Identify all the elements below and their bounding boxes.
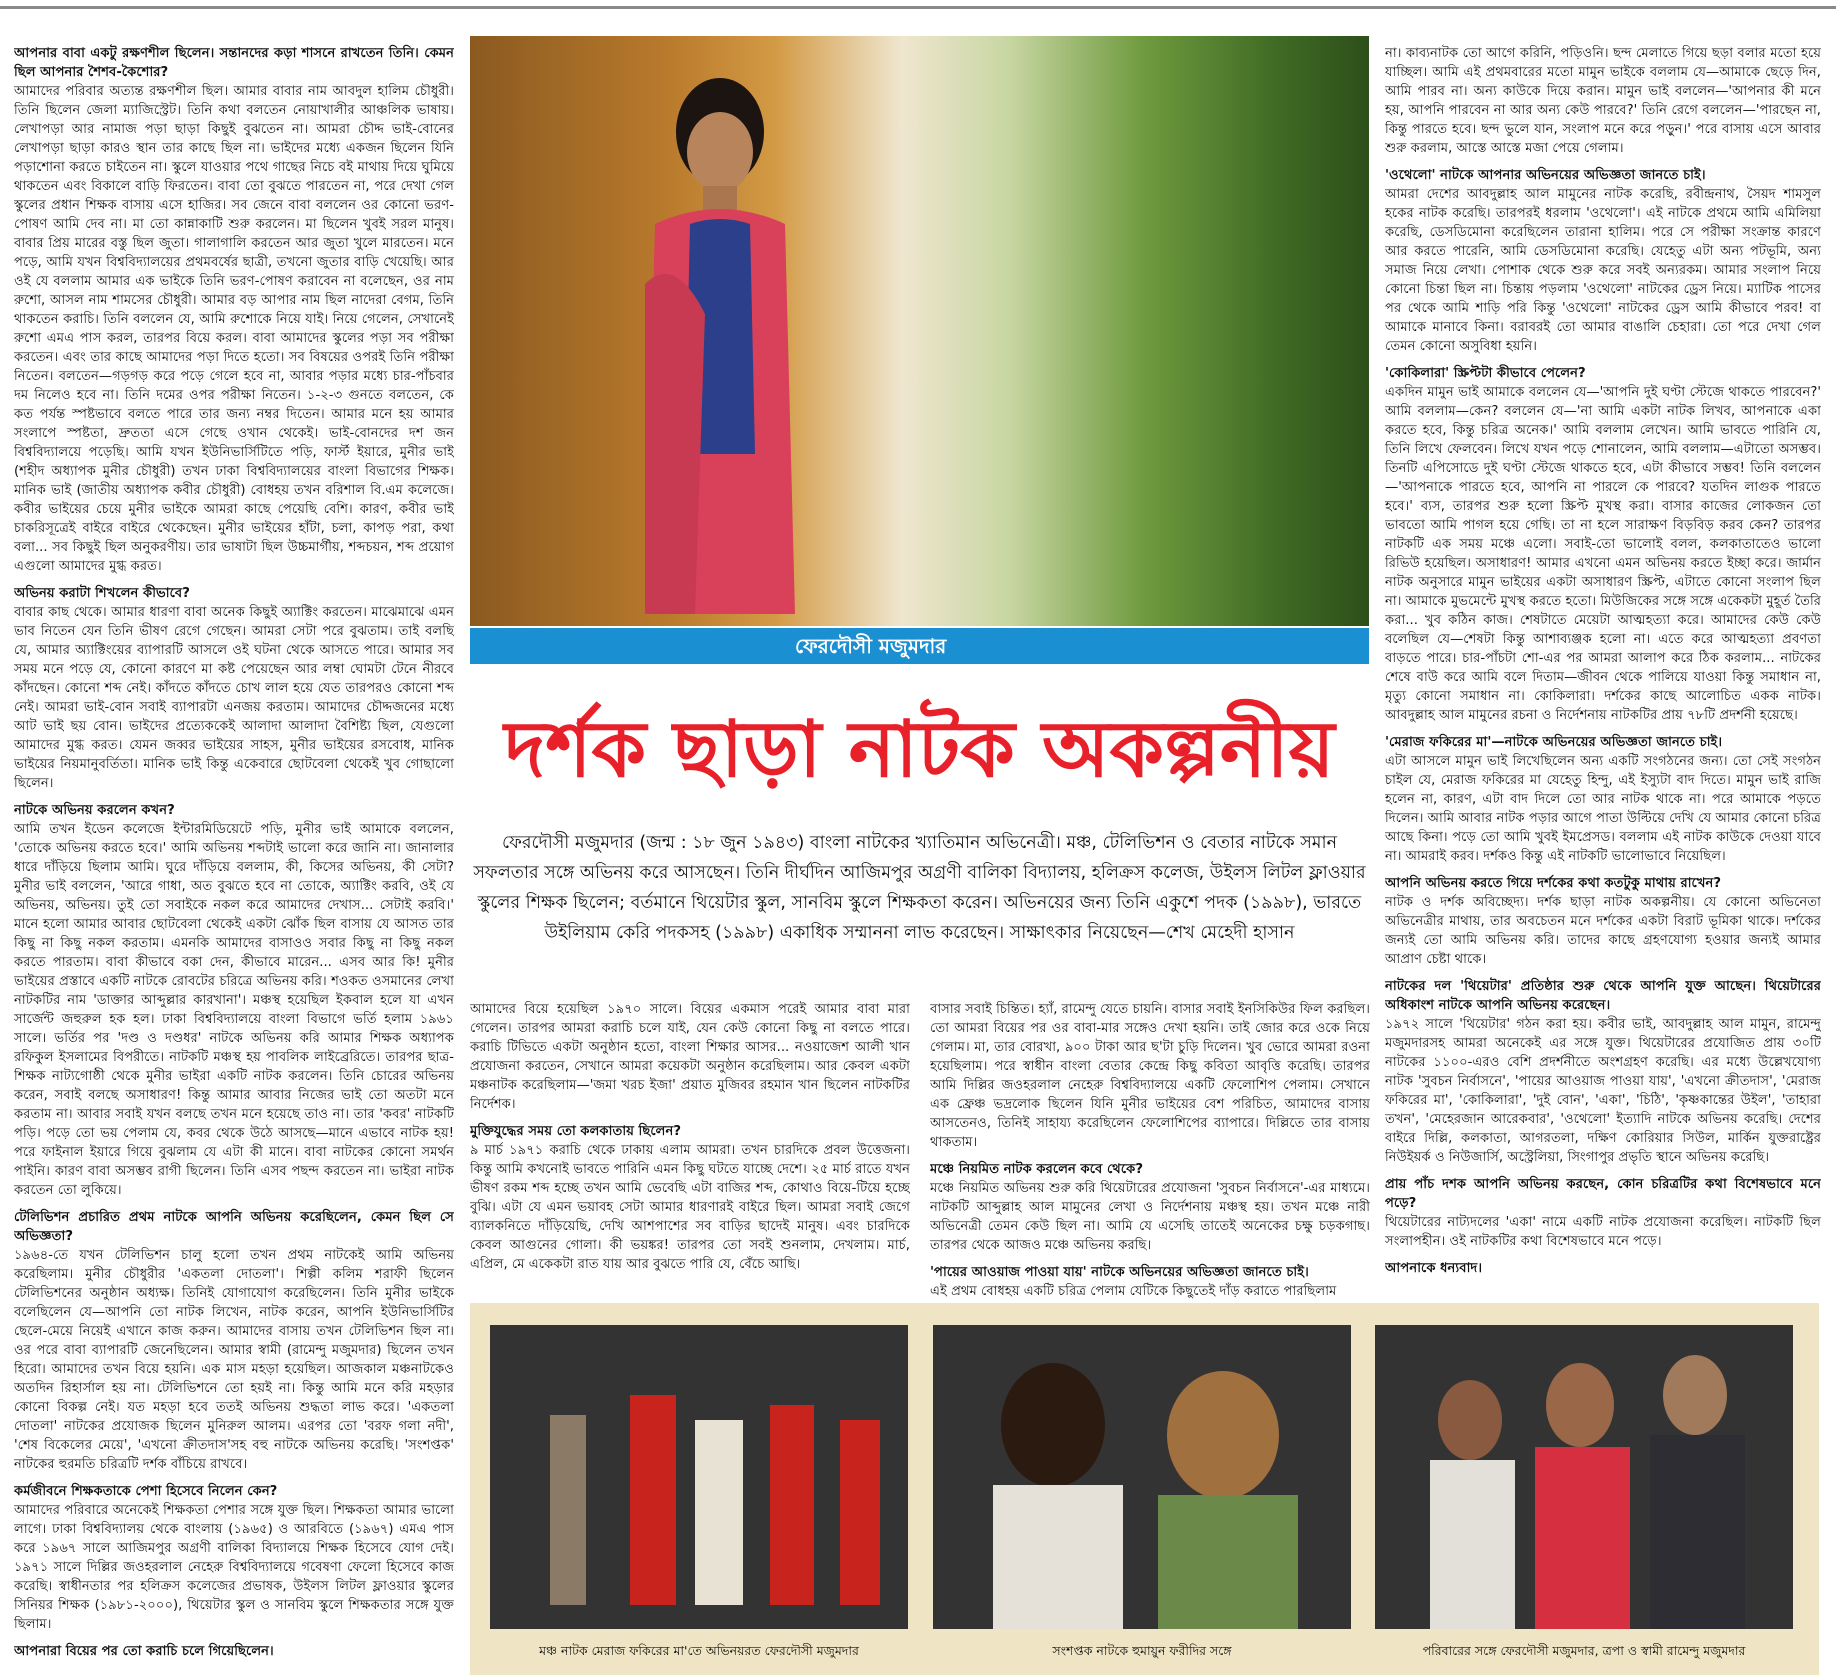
stage-photo xyxy=(490,1325,908,1629)
caption-photo-3: পরিবারের সঙ্গে ফেরদৌসী মজুমদার, ত্রপা ও স্বামী রামেন্দু মজুমদার xyxy=(1422,1643,1746,1658)
caption-photo-1: মঞ্চ নাটক মেরাজ ফকিরের মা'তে অভিনয়রত ফেরদৌসী মজুমদার xyxy=(539,1643,859,1658)
question: কর্মজীবনে শিক্ষকতাকে পেশা হিসেবে নিলেন কেন? xyxy=(14,1484,278,1499)
answer: এটা আসলে মামুন ভাই লিখেছিলেন অন্য একটি সংগঠনের জন্য। তো সেই সংগঠন চাইল যে, মেরাজ ফকিরের মা যেহেতু হিন্দু, এই ইস্যুটা বাদ দিতে। মামুন ভাই রাজি হলেন না, কারণ, এটা বাদ দিলে তো আর নাটক থাকে না। পরে আমাকে পড়তে দিলেন। আমি আবার নাটক পড়ার আগে পাতা উল্টিয়ে দেখি যে আমার কোনো চরিত্র আছে কিনা। পড়ে তো আমি খুবই ইমপ্রেসড। বললাম এই নাটক কাউকে দেওয়া যাবে না। আমরাই করব। দর্শকও কিন্তু এই নাটকটি ভালোভাবে নিয়েছিল। xyxy=(1385,754,1821,864)
tv-drama-photo xyxy=(933,1325,1351,1629)
caption-photo-2: সংশপ্তক নাটকে হুমায়ুন ফরীদির সঙ্গে xyxy=(1052,1643,1232,1658)
question: আপনার বাবা একটু রক্ষণশীল ছিলেন। সন্তানদের কড়া শাসনে রাখতেন তিনি। কেমন ছিল আপনার শৈশব-কৈশোর? xyxy=(14,46,454,80)
answer: ৯ মার্চ ১৯৭১ করাচি থেকে ঢাকায় এলাম আমরা। তখন চারদিকে প্রবল উত্তেজনা। কিন্তু আমি কখনোই ভাবতে পারিনি এমন কিছু ঘটতে যাচ্ছে দেশে। ২৫ মার্চ রাতে যখন ভীষণ রকম শব্দ হচ্ছে তখন আমি ভেবেছি এটা বাজির শব্দ, কোথাও বিয়ে-টিয়ে হচ্ছে বুঝি। এটা যে এমন ভয়াবহ সেটা আমার ধারণারই বাইরে ছিল। আমরা সবাই জেগে ব্যালকনিতে দাঁড়িয়েছি, দেখি আশপাশের সব বাড়ির ছাদেই মানুষ। এবং চারদিকে কেবল আগুনের গোলা। কী ভয়ঙ্কর! তারপর তো সবই শুনলাম, দেখলাম। মার্চ, এপ্রিল, মে একেকটা রাত যায় আর বুঝতে পারি যে, বেঁচে আছি। xyxy=(470,1143,910,1272)
top-rule xyxy=(0,6,1836,9)
stage-figures xyxy=(490,1325,908,1629)
closing-thanks: আপনাকে ধন্যবাদ। xyxy=(1385,1261,1483,1276)
column-4 xyxy=(1385,44,1821,1294)
answer: না। কাব্যনাটক তো আগে করিনি, পড়িওনি। ছন্দ মেলাতে গিয়ে ছড়া বলার মতো হয়ে যাচ্ছিল। আমি এই প্রথমবারের মতো মামুন ভাইকে বললাম যে—আমাকে ছেড়ে দিন, আমি পারব না। অন্য কাউকে দিয়ে করান। মামুন ভাই বললেন—'আপনার কী মনে হয়, আপনি পারবেন না আর অন্য কেউ পারবে?' তিনি রেগে বললেন—'পারছেন না, কিন্তু পারতে হবে। ছন্দ ভুলে যান, সংলাপ মনে করে পড়ুন।' পরে বাসায় এসে আবার শুরু করলাম, আস্তে আস্তে মজা পেয়ে গেলাম। xyxy=(1385,46,1821,156)
answer: আমাদের পরিবারে অনেকেই শিক্ষকতা পেশার সঙ্গে যুক্ত ছিল। শিক্ষকতা আমার ভালো লাগে। ঢাকা বিশ্ববিদ্যালয় থেকে বাংলায় (১৯৬৫) ও আরবিতে (১৯৬৭) এমএ পাস করে ১৯৬৭ সালে আজিমপুর অগ্রণী বালিকা বিদ্যালয়ে শিক্ষক হিসেবে যোগ দেই। ১৯৭১ সালে দিল্লির জওহরলাল নেহেরু বিশ্ববিদ্যালয়ে গবেষণা ফেলো হিসেবে কাজ করেছি। স্বাধীনতার পর হলিক্রস কলেজের প্রভাষক, উইলস লিটল ফ্লাওয়ার স্কুলের সিনিয়র শিক্ষক (১৯৮১-২০০০), থিয়েটার স্কুল ও সানবিম স্কুলে শিক্ষকতার সঙ্গে যুক্ত ছিলাম। xyxy=(14,1503,454,1632)
question: প্রায় পাঁচ দশক আপনি অভিনয় করছেন, কোন চরিত্রটির কথা বিশেষভাবে মনে পড়ে? xyxy=(1385,1177,1821,1211)
portrait-figure xyxy=(635,54,805,614)
portrait-photo xyxy=(470,36,1369,626)
family-photo xyxy=(1375,1325,1793,1629)
answer: ১৯৬৪-তে যখন টেলিভিশন চালু হলো তখন প্রথম নাটকেই আমি অভিনয় করেছিলাম। মুনীর চৌধুরীর 'একতলা দোতলা'। শিল্পী কলিম শরাফী ছিলেন টেলিভিশনের অনুষ্ঠান অধ্যক্ষ। তিনিই যোগাযোগ করেছিলেন। তিনি মুনীর ভাইকে বলেছিলেন যে—আপনি তো নাটক লিখেন, নাটক করেন, আপনি ইউনিভার্সিটির ছেলে-মেয়ে নিয়েই এখানে কাজ করুন। আমাদের বাসায় তখন টেলিভিশন ছিল না। ওর পরে বাবা ব্যাপারটি জেনেছিলেন। আমার স্বামী (রামেন্দু মজুমদার) ছিলেন তখন হিরো। আমাদের তখন বিয়ে হয়নি। এক মাস মহড়া হয়েছিল। আজকাল মঞ্চনাটকেও অতদিন রিহার্সাল হয় না। টেলিভিশনে তো হয়ই না। কিন্তু আমি মনে করি মহড়ার কোনো বিকল্প নেই। যত মহড়া হবে ততই অভিনয় শুদ্ধতা লাভ করে। 'একতলা দোতলা' নাটকের প্রযোজক ছিলেন মুনিরুল আলম। এরপর তো 'বরফ গলা নদী', 'শেষ বিকেলের মেয়ে', 'এখনো ক্রীতদাস'সহ বহু নাটকে অভিনয় করেছি। 'সংশপ্তক' নাটকের হুরমতি চরিত্রটি দর্শক বাঁচিয়ে রাখবে। xyxy=(14,1248,454,1472)
question: 'ওথেলো' নাটকে আপনার অভিনয়ের অভিজ্ঞতা জানতে চাই। xyxy=(1385,168,1706,183)
answer: ১৯৭২ সালে 'থিয়েটার' গঠন করা হয়। কবীর ভাই, আবদুল্লাহ আল মামুন, রামেন্দু মজুমদারসহ আমরা অনেকেই এর সঙ্গে যুক্ত। থিয়েটারের প্রযোজিত প্রায় ৩০টি নাটকের ১১০০-এরও বেশি প্রদর্শনীতে অংশগ্রহণ করেছি। এর মধ্যে উল্লেখযোগ্য নাটক 'সুবচন নির্বাসনে', 'পায়ের আওয়াজ পাওয়া যায়', 'এখনো ক্রীতদাস', 'মেরাজ ফকিরের মা', 'কোকিলারা', 'দুই বোন', 'একা', 'চিঠি', 'কৃষ্ণকান্তের উইল', 'তাহারা তখন', 'মেহেরজান আরেকবার', 'ওথেলো' ইত্যাদি নাটকে অভিনয় করেছি। দেশের বাইরে দিল্লি, কলকাতা, আগরতলা, দক্ষিণ কোরিয়ার সিউল, মার্কিন যুক্তরাষ্ট্রের নিউইয়র্ক ও নিউজার্সি, অস্ট্রেলিয়া, সিংগাপুর প্রভৃতি স্থানে অভিনয় করেছি। xyxy=(1385,1017,1821,1165)
question: আপনি অভিনয় করতে গিয়ে দর্শকের কথা কতটুকু মাথায় রাখেন? xyxy=(1385,876,1721,891)
column-1 xyxy=(14,44,454,1674)
family-figures xyxy=(1375,1325,1793,1629)
answer: আমাদের বিয়ে হয়েছিল ১৯৭০ সালে। বিয়ের একমাস পরেই আমার বাবা মারা গেলেন। তারপর আমরা করাচি চলে যাই, যেন কেউ কোনো কিছু না বলতে পারে। করাচি টিভিতে একটা অনুষ্ঠান হতো, বাংলা শিক্ষার আসর... নওয়াজেশ আলী খান প্রযোজনা করতেন, সেখানে আমরা কয়েকটা অনুষ্ঠান করেছিলাম। আর কেবল একটা মঞ্চনাটক করেছিলাম—'জমা খরচ ইজা' প্রয়াত মুজিবর রহমান খান ছিলেন নাটকটির নির্দেশক। xyxy=(470,1002,910,1112)
question: 'পায়ের আওয়াজ পাওয়া যায়' নাটকে অভিনয়ের অভিজ্ঞতা জানতে চাই। xyxy=(930,1265,1309,1280)
answer: এই প্রথম বোধহয় একটি চরিত্র পেলাম যেটিকে কিছুতেই দাঁড় করাতে পারছিলাম xyxy=(930,1284,1337,1299)
question: 'মেরাজ ফকিরের মা'—নাটকে অভিনয়ের অভিজ্ঞতা জানতে চাই। xyxy=(1385,735,1723,750)
answer: বাবার কাছ থেকে। আমার ধারণা বাবা অনেক কিছুই অ্যাক্টিং করতেন। মাঝেমাঝে এমন ভাব নিতেন যেন তিনি ভীষণ রেগে গেছেন। আমরা সেটা পরে বুঝতাম। তাই বলছি যে, আমার অ্যাক্টিংয়ের ব্যাপারটি আসলে ওই ঘটনা থেকে আসতে পারে। আমার সব সময় মনে পড়ে যে, কোনো কারণে মা কষ্ট পেয়েছেন আর লম্বা ঘোমটা টেনে নীরবে কাঁদছেন। কোনো শব্দ নেই। কাঁদতে কাঁদতে চোখ লাল হয়ে যেত তারপরও কোনো শব্দ নেই। আমরা ভাই-বোন সবাই ব্যাপারটা এনজয় করতাম। আমাদের চৌদ্দজনের মধ্যে আট ভাই ছয় বোন। ভাইদের প্রত্যেককেই আলাদা আলাদা বৈশিষ্ট্য ছিল, যেগুলো আমাদের মুগ্ধ করত। যেমন জব্বর ভাইয়ের সাহস, মুনীর ভাইয়ের রসবোধ, মানিক ভাইয়ের নিয়মানুবর্তিতা। মানিক ভাই কিন্তু একেবারে ছোটবেলা থেকেই খুব গোছালো ছিলেন। xyxy=(14,605,454,791)
answer: আমি তখন ইডেন কলেজে ইন্টারমিডিয়েটে পড়ি, মুনীর ভাই আমাকে বললেন, 'তোকে অভিনয় করতে হবে।' আমি অভিনয় শব্দটাই ভালো করে জানি না। জানালার ধারে দাঁড়িয়ে ছিলাম আমি। ঘুরে দাঁড়িয়ে বললাম, কী, কিসের অভিনয়, কী সেটা? মুনীর ভাই বললেন, 'আরে গাধা, অত বুঝতে হবে না তোকে, অ্যাক্টিং করবি, ওই যে অভিনয়, অভিনয়। তুই তো সবাইকে নকল করে আমাদের দেখাস... সেটাই করবি।' মানে হলো আমার আবার ছোটবেলা থেকেই একটা ঝোঁক ছিল বাসায় যে আসত তার কিছু না কিছু নকল করতাম। এমনকি আমাদের বাসাওও সবার কিছু না কিছু নকল করতে পারতাম। বাবা কীভাবে বকা দেন, কীভাবে মারেন... এসব আর কি! মুনীর ভাইয়ের প্রস্তাবে একটি নাটকে রোবটের চরিত্রে অভিনয় করি। শওকত ওসমানের লেখা নাটকটির নাম 'ডাক্তার আব্দুল্লার কারখানা'। মঞ্চস্থ হয়েছিল ইকবাল হলে যা এখন সার্জেন্ট জহুরুল হক হল। ঢাকা বিশ্ববিদ্যালয়ে বাংলা বিভাগে ভর্তি হলাম ১৯৬১ সালে। ভর্তির পর 'দণ্ড ও দণ্ডধর' নাটকে অভিনয় করি আমার শিক্ষক অধ্যাপক রফিকুল ইসলামের বিপরীতে। নাটকটি মঞ্চস্থ হয় পাবলিক লাইব্রেরিতে। তারপর ছাত্র-শিক্ষক নাট্যগোষ্ঠী থেকে মুনীর ভাইরা একটি নাটক করলেন। তিনি চোরের অভিনয় করেন, সবাই বলছে অসাধারণ! কিন্তু আমার আবার নিজের ভাই তো অতটা মনে করতাম না। আবার সবাই যখন বলছে তখন মনে হয়েছে তাও না। তার 'কবর' নাটকটি পড়ি। পড়ে তো ভয় পেলাম যে, কবর থেকে উঠে আসছে—মানে এভাবে নাটক হয়! পরে ফাইনাল ইয়ারে গিয়ে বুঝলাম যে এটা কী মানে। বাবা নাটকের কোনো সমর্থন পাইনি। কারণ বাবা অসম্ভব রাগী ছিলেন। তিনি এসব পছন্দ করতেন না। ভাইরা নাটক করতেন তো লুকিয়ে। xyxy=(14,822,454,1198)
column-2 xyxy=(470,1000,910,1300)
question: নাটকে অভিনয় করলেন কখন? xyxy=(14,803,175,818)
answer: আমরা দেশের আবদুল্লাহ আল মামুনের নাটক করেছি, রবীন্দ্রনাথ, সৈয়দ শামসুল হকের নাটক করেছি। তারপরই ধরলাম 'ওথেলো'। এই নাটকে প্রথমে আমি এমিলিয়া করেছি, ডেসডিমোনা করেছিলেন তারানা হালিম। পরে সে পরীক্ষা সংক্রান্ত কারণে আর করতে পারেনি, আমি ডেসডিমোনা করেছি। যেহেতু এটা অন্য পটভূমি, অন্য সমাজ নিয়ে লেখা। পোশাক থেকে শুরু করে সবই অন্যরকম। আমার সংলাপ নিয়ে কোনো চিন্তা ছিল না। চিন্তায় পড়লাম 'ওথেলো' নাটকের ড্রেস নিয়ে। ম্যাটিক পাসের পর থেকে আমি শাড়ি পরি কিন্তু 'ওথেলো' নাটকের ড্রেস আমি কীভাবে পরব! বা আমাকে মানাবে কিনা। বরাবরই তো আমার বাঙালি চেহারা। তো পরে দেখা গেল তেমন কোনো অসুবিধা হয়নি। xyxy=(1385,187,1821,354)
headline: দর্শক ছাড়া নাটক অকল্পনীয় xyxy=(504,705,1335,795)
photo-gallery xyxy=(470,1303,1819,1675)
tv-figures xyxy=(933,1325,1351,1629)
question: অভিনয় করাটা শিখলেন কীভাবে? xyxy=(14,586,190,601)
answer: বাসার সবাই চিন্তিত। হ্যাঁ, রামেন্দু যেতে চায়নি। বাসার সবাই ইনসিকিউর ফিল করছিল। তো আমরা বিয়ের পর ওর বাবা-মার সঙ্গেও দেখা হয়নি। তাই জোর করে ওকে নিয়ে গেলাম। মা, তার বোরখা, ৯০০ টাকা আর ছ'টা চুড়ি দিলেন। খুব ভোরে আমরা রওনা হয়েছিলাম। পরে স্বাধীন বাংলা বেতার কেন্দ্রে কিছু কবিতা আবৃত্তি করেছি। তারপর আমি দিল্লির জওহরলাল নেহেরু বিশ্ববিদ্যালয়ে একটি ফেলোশিপ পেলাম। সেখানে এক ফ্রেঞ্চ ভদ্রলোক ছিলেন যিনি মুনীর ভাইয়ের বেশ পরিচিত, আমাদের বাসায় আসতেনও, তিনিই সাহায্য করেছিলেন ফেলোশিপের ব্যাপারে। দিল্লিতে তার বাসায় থাকতাম। xyxy=(930,1002,1370,1150)
answer: মঞ্চে নিয়মিত অভিনয় শুরু করি থিয়েটারের প্রযোজনা 'সুবচন নির্বাসনে'-এর মাধ্যমে। নাটকটি আব্দুল্লাহ আল মামুনের লেখা ও নির্দেশনায় মঞ্চস্থ হয়। তখন মঞ্চে নারী অভিনেত্রী তেমন কেউ ছিল না। আমি যে এসেছি তাতেই অনেকের চক্ষু চড়কগাছ। তারপর থেকে আজও মঞ্চে অভিনয় করছি। xyxy=(930,1181,1370,1253)
question: 'কোকিলারা' স্ক্রিপ্টটা কীভাবে পেলেন? xyxy=(1385,366,1586,381)
answer: থিয়েটারের নাট্যদলের 'একা' নামে একটি নাটক প্রযোজনা করেছিল। নাটকটি ছিল সংলাপহীন। ওই নাটকটির কথা বিশেষভাবে মনে পড়ে। xyxy=(1385,1215,1821,1249)
question: টেলিভিশন প্রচারিত প্রথম নাটকে আপনি অভিনয় করেছিলেন, কেমন ছিল সে অভিজ্ঞতা? xyxy=(14,1210,454,1244)
question: নাটকের দল 'থিয়েটার' প্রতিষ্ঠার শুরু থেকে আপনি যুক্ত আছেন। থিয়েটারের অধিকাংশ নাটকে আপনি অভিনয় করেছেন। xyxy=(1385,979,1821,1013)
byline: ফেরদৌসী মজুমদার xyxy=(470,628,1369,664)
question: মঞ্চে নিয়মিত নাটক করলেন কবে থেকে? xyxy=(930,1162,1144,1177)
answer: একদিন মামুন ভাই আমাকে বললেন যে—'আপনি দুই ঘণ্টা স্টেজে থাকতে পারবেন?' আমি বললাম—কেন? বললেন যে—'না আমি একটা নাটক লিখব, আপনাকে একা করতে হবে, কিন্তু চরিত্র অনেক।' আমি বললাম লেখেন। আমি ভাবতে পারিনি যে, তিনি লিখে ফেলবেন। লিখে যখন পড়ে শোনালেন, আমি বললাম—এটাতো অসম্ভব। তিনটি এপিসোডে দুই ঘণ্টা স্টেজে থাকতে হবে, এটা কীভাবে সম্ভব! তিনি বললেন—'আপনাকে পারতে হবে, আপনি না পারলে কে পারবে? যতদিন লাগুক পারতে হবে।' ব্যস, তারপর শুরু হলো স্ক্রিপ্ট মুখস্থ করা। বাসার কাজের লোকজন তো ভাবতো আমি পাগল হয়ে গেছি। তা না হলে সারাক্ষণ বিড়বিড় করব কেন? তারপর নাটকটি এক সময় মঞ্চে এলো। সবাই-তো ভালোই বলল, কলকাতাতেও ভালো রিভিউ হয়েছিল। অসাধারণ! আমার এখনো এমন অভিনয় করতে ইচ্ছা করে। জার্মান নাটক অনুসারে মামুন ভাইয়ের একটা অসাধারণ স্ক্রিপ্ট, এটাতে কোনো সংলাপ ছিল না। আমাকে মুভমেন্টে মুখস্থ করতে হতো। মিউজিকের সঙ্গে সঙ্গে একেকটা মুহূর্ত তৈরি করা... খুব কঠিন কাজ। শেষটাতে মেয়েটা আত্মহত্যা করে। আমাদের কেউ কেউ বলেছিল যে—শেষটা কিন্তু আশাব্যঞ্জক হলো না। এতে করে আত্মহত্যা প্রবণতা বাড়তে পারে। চার-পাঁচটা শো-এর পর আমরা আলাপ করে ঠিক করলাম... নাটকের শেষে বাউ করে আমি বলে দিতাম—জীবন থেকে পালিয়ে যাওয়া কিন্তু সমাধান না, মৃত্যু কোনো সমাধান না। কোকিলারা। দর্শকের কাছে আলোচিত একক নাটক। আবদুল্লাহ আল মামুনের রচনা ও নির্দেশনায় নাটকটির প্রায় ৭৮টি প্রদর্শনী হয়েছে। xyxy=(1385,385,1821,723)
question: আপনারা বিয়ের পর তো করাচি চলে গিয়েছিলেন। xyxy=(14,1644,274,1659)
answer: নাটক ও দর্শক অবিচ্ছেদ্য। দর্শক ছাড়া নাটক অকল্পনীয়। যে কোনো অভিনেতা অভিনেত্রীর মাথায়, তার অবচেতন মনে দর্শকের একটা বিরাট ভূমিকা থাকে। দর্শকের জন্যই তো আমি অভিনয় করি। তাদের কাছে গ্রহণযোগ্য হওয়ার জন্যই আমার আপ্রাণ চেষ্টা থাকে। xyxy=(1385,895,1821,967)
column-3 xyxy=(930,1000,1370,1300)
question: মুক্তিযুদ্ধের সময় তো কলকাতায় ছিলেন? xyxy=(470,1124,681,1139)
intro-paragraph: ফেরদৌসী মজুমদার (জন্ম : ১৮ জুন ১৯৪৩) বাংলা নাটকের খ্যাতিমান অভিনেত্রী। মঞ্চ, টেলিভিশন ও বেতার নাটকে সমান সফলতার সঙ্গে অভিনয় করে আসছেন। তিনি দীর্ঘদিন আজিমপুর অগ্রণী বালিকা বিদ্যালয়, হলিক্রস কলেজ, উইলস লিটল ফ্লাওয়ার স্কুলের শিক্ষক ছিলেন; বর্তমানে থিয়েটার স্কুল, সানবিম স্কুলে শিক্ষকতা করেন। অভিনয়ের জন্য তিনি একুশে পদক (১৯৯৮), ভারতে উইলিয়াম কেরি পদকসহ (১৯৯৮) একাধিক সম্মাননা লাভ করেছেন। সাক্ষাৎকার নিয়েছেন—শেখ মেহেদী হাসান xyxy=(473,833,1366,943)
answer: আমাদের পরিবার অত্যন্ত রক্ষণশীল ছিল। আমার বাবার নাম আবদুল হালিম চৌধুরী। তিনি ছিলেন জেলা ম্যাজিস্ট্রেট। তিনি কথা বলতেন নোয়াখালীর আঞ্চলিক ভাষায়। লেখাপড়া আর নামাজ পড়া ছাড়া কিছুই বুঝতেন না। আমরা চৌদ্দ ভাই-বোনের লেখাপড়া ছাড়া কারও স্থান তার কাছে ছিল না। ভাইদের মধ্যে একজন ছিলেন যিনি পড়াশোনা করতে চাইতেন না। স্কুলে যাওয়ার পথে গাছের নিচে বই মাথায় দিয়ে ঘুমিয়ে থাকতেন এবং বিকালে বাড়ি ফিরতেন। বাবা তো বুঝতে পারতেন না, পরে দেখা গেল স্কুলের প্রধান শিক্ষক বাসায় এসে হাজির। সব জেনে বাবা বললেন ওর কোনো ভরণ-পোষণ আমি দেব না। মা তো কান্নাকাটি শুরু করলেন। মা ছিলেন খুবই সরল মানুষ। বাবার প্রিয় মারের বস্তু ছিল জুতা। গালাগালি করতেন আর জুতা খুলে মারতেন। মনে পড়ে, আমি যখন বিশ্ববিদ্যালয়ের প্রথমবর্ষের ছাত্রী, তখনো জুতার বাড়ি খেয়েছি। আর ওই যে বললাম আমার এক ভাইকে তিনি ভরণ-পোষণ করাবেন না বলেছেন, ওর নাম রুশো, আসল নাম শামসের চৌধুরী। আমার বড় আপার নাম ছিল নাদেরা বেগম, তিনি থাকতেন করাচি। তিনি বললেন যে, আমি রুশোকে নিয়ে যাই। নিয়ে গেলেন, সেখানেই রুশো এমএ পাস করল, তারপর বিয়ে করল। বাবা আমাদের স্কুলের পড়া সব পরীক্ষা করতেন। এবং তার কাছে আমাদের পড়া দিতে হতো। সব বিষয়ের ওপরই তিনি পরীক্ষা নিতেন। বলতেন—গড়গড় করে পড়ে গেলে হবে না, আবার পড়ার মধ্যে চার-পাঁচবার দম নিলেও হবে না। তিনি দমের ওপর পরীক্ষা নিতেন। ১-২-৩ গুনতে বলতেন, কে কত পর্যন্ত স্পষ্টভাবে বলতে পারে তার জন্য নম্বর দিতেন। আমার মনে হয় আমার সংলাপে স্পষ্টতা, দ্রুততা এসে গেছে ওখান থেকেই। ভাই-বোনদের দশ জন বিশ্ববিদ্যালয়ে পড়েছি। আমি যখন ইউনিভার্সিটিতে পড়ি, ফার্স্ট ইয়ারে, মুনীর ভাই (শহীদ অধ্যাপক মুনীর চৌধুরী) তখন ঢাকা বিশ্ববিদ্যালয়ের বাংলা বিভাগের শিক্ষক। মানিক ভাই (জাতীয় অধ্যাপক কবীর চৌধুরী) বোধহয় তখন বরিশাল বি.এম কলেজে। কবীর ভাইয়ের চেয়ে মুনীর ভাইকে আমরা কাছে পেয়েছি বেশি। কারণ, কবীর ভাই চাকরিসূত্রেই বাইরে বাইরে থেকেছেন। মুনীর ভাইয়ের হাঁটা, চলা, কাপড় পরা, কথা বলা... সব কিছুই ছিল অনুকরণীয়। তার ভাষাটা ছিল উচ্চমার্গীয়, শব্দচয়ন, শব্দ প্রয়োগ এগুলো আমাদের মুগ্ধ করত। xyxy=(14,84,454,574)
